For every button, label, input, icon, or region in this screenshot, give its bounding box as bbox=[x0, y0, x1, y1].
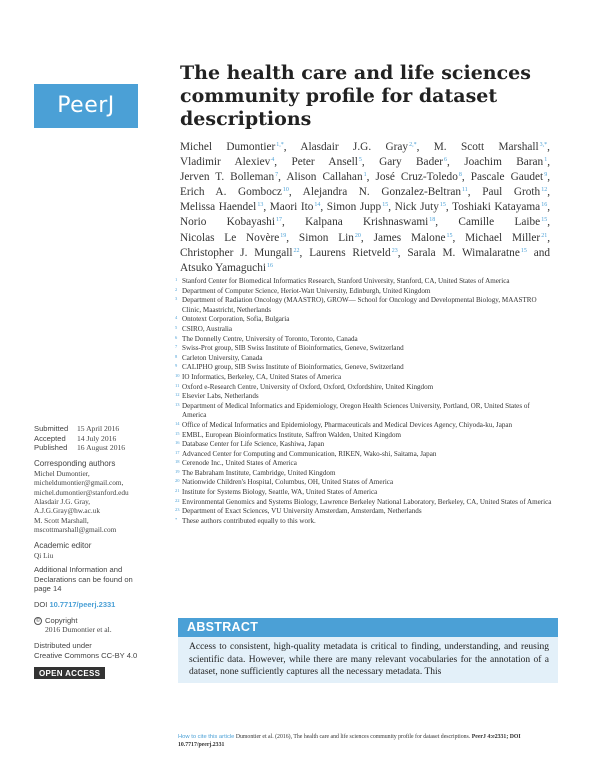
author-name: Norio Kobayashi bbox=[180, 216, 275, 229]
author-affiliation-marker: 21 bbox=[541, 232, 548, 239]
citation-text: Dumontier et al. (2016), The health care and life sciences community profile for dataset descriptions. bbox=[234, 734, 472, 740]
affiliation-number: 7 bbox=[175, 344, 178, 350]
affiliation-number: 15 bbox=[175, 430, 180, 436]
affiliation bbox=[175, 488, 553, 498]
author: Sarala M. Wimalaratne$^{15}$ and bbox=[407, 246, 551, 259]
affiliation bbox=[175, 431, 553, 441]
author-name: Peter Ansell bbox=[291, 156, 358, 169]
affiliation-text: Department of Radiation Oncology (MAASTRO), GROW— School for Oncology and Developmental Biology, MAASTRO Clinic, Maastricht, Netherlands bbox=[182, 296, 537, 314]
author: Christopher J. Mungall$^{22}$, bbox=[180, 246, 303, 259]
affiliation bbox=[175, 478, 553, 488]
author: Jerven T. Bolleman$^7$, bbox=[180, 171, 281, 184]
open-access-badge: OPEN ACCESS bbox=[34, 667, 105, 679]
affiliation bbox=[175, 315, 553, 325]
doi-label: DOI bbox=[34, 599, 48, 609]
affiliation bbox=[175, 421, 553, 431]
affiliation-number: 5 bbox=[175, 324, 178, 330]
affiliation-text: Office of Medical Informatics and Epidemiology, Pharmaceuticals and Medical Devices Agency, Chiyoda-ku, Japan bbox=[182, 420, 513, 429]
author-affiliation-marker: 15 bbox=[541, 217, 548, 224]
affiliation bbox=[175, 354, 553, 364]
corresponding-line: M. Scott Marshall, bbox=[34, 515, 89, 525]
license: Distributed under Creative Commons CC-BY 4.0 bbox=[34, 641, 166, 660]
affiliation-text: Institute for Systems Biology, Seattle, WA, United States of America bbox=[182, 488, 378, 497]
author: Peter Ansell$^5$, bbox=[291, 156, 365, 169]
author-name: Jerven T. Bolleman bbox=[180, 171, 275, 184]
affiliation-number: 3 bbox=[175, 296, 178, 302]
author: Laurens Rietveld$^{23}$, bbox=[309, 246, 401, 259]
author-name: Nick Juty bbox=[394, 201, 439, 214]
affiliation-number: 11 bbox=[175, 382, 180, 388]
author-name: Toshiaki Katayama bbox=[452, 201, 541, 214]
author-affiliation-marker: 17 bbox=[275, 217, 282, 224]
affiliation-number: 9 bbox=[175, 363, 178, 369]
author-affiliation-marker: 3,* bbox=[539, 142, 548, 148]
affiliation bbox=[175, 325, 553, 335]
affiliation-text: EMBL, European Bioinformatics Institute, Saffron Walden, United Kingdom bbox=[182, 430, 402, 439]
citation bbox=[178, 733, 558, 749]
author-affiliation-marker: 4 bbox=[271, 157, 275, 164]
author-name: Atsuko Yamaguchi bbox=[180, 261, 266, 274]
author: Michel Dumontier$^{1,*}$, bbox=[180, 141, 287, 153]
affiliation-number: 13 bbox=[175, 401, 180, 407]
author-affiliation-marker: 22 bbox=[293, 247, 300, 254]
author-name: Camille Laibe bbox=[458, 216, 541, 229]
additional-information: Additional Information and Declarations can be found on page 14 bbox=[34, 565, 133, 594]
author-name: Laurens Rietveld bbox=[309, 246, 391, 259]
author-affiliation-marker: 15 bbox=[520, 247, 527, 254]
affiliation bbox=[175, 498, 553, 508]
author: José Cruz-Toledo$^8$, bbox=[375, 171, 465, 184]
author: Maori Ito$^{14}$, bbox=[269, 201, 324, 214]
affiliation bbox=[175, 507, 553, 517]
affiliation-text: Department of Medical Informatics and Epidemiology, Oregon Health Sciences University, Portland, OR, United States of America bbox=[182, 401, 530, 420]
author-name: Simon Lin bbox=[298, 231, 354, 244]
author-name: Simon Jupp bbox=[326, 201, 382, 214]
article-sidebar bbox=[34, 424, 166, 681]
author: Simon Jupp$^{15}$, bbox=[326, 201, 392, 214]
affiliation-number: 2 bbox=[175, 286, 178, 292]
author-affiliation-marker: 14 bbox=[314, 202, 321, 209]
affiliation-text: Elsevier Labs, Netherlands bbox=[182, 392, 259, 401]
author-affiliation-marker: 1,* bbox=[276, 142, 284, 148]
affiliation-text: Advanced Center for Computing and Communication, RIKEN, Wako-shi, Saitama, Japan bbox=[182, 449, 437, 458]
affiliation bbox=[175, 373, 553, 383]
affiliation bbox=[175, 335, 553, 345]
affiliation-text: Cerenode Inc., United States of America bbox=[182, 459, 297, 468]
author-affiliation-marker: 2,* bbox=[409, 142, 417, 148]
affiliation-number: 19 bbox=[175, 468, 180, 474]
author: Nick Juty$^{15}$, bbox=[394, 201, 449, 214]
author-affiliation-marker: 20 bbox=[354, 232, 361, 239]
author: Alejandra N. Gonzalez-Beltran$^{11}$, bbox=[302, 186, 471, 199]
author: James Malone$^{15}$, bbox=[373, 231, 456, 244]
author: Michael Miller$^{21}$, bbox=[465, 231, 551, 244]
affiliation-number: 8 bbox=[175, 353, 178, 359]
author-name: Erich A. Gombocz bbox=[180, 186, 282, 199]
affiliation bbox=[175, 277, 553, 287]
affiliation-text: Stanford Center for Biomedical Informatics Research, Stanford University, Stanford, CA, United States of America bbox=[182, 277, 510, 285]
affiliation bbox=[175, 287, 553, 297]
author-affiliation-marker: 15 bbox=[439, 202, 446, 209]
author: Alasdair J.G. Gray$^{2,*}$, bbox=[300, 141, 420, 153]
submitted-date: Submitted 15 April 2016 bbox=[34, 424, 120, 433]
affiliation-number: 4 bbox=[175, 315, 178, 321]
author-name: Melissa Haendel bbox=[180, 201, 257, 214]
author-affiliation-marker: 1 bbox=[363, 172, 367, 179]
doi bbox=[34, 600, 166, 610]
author: Norio Kobayashi$^{17}$, bbox=[180, 216, 285, 229]
author-list bbox=[180, 140, 550, 276]
citation-doi: DOI 10.7717/peerj.2331 bbox=[178, 734, 521, 748]
affiliation-text: Oxford e-Research Centre, University of Oxford, Oxford, Oxfordshire, United Kingdom bbox=[182, 382, 434, 391]
peerj-logo: PeerJ bbox=[34, 84, 138, 128]
affiliation-number: * bbox=[175, 516, 178, 522]
author-affiliation-marker: 13 bbox=[257, 202, 264, 209]
author: Camille Laibe$^{15}$, bbox=[458, 216, 551, 229]
author-name: M. Scott Marshall bbox=[433, 141, 539, 153]
author-affiliation-marker: 15 bbox=[446, 232, 453, 239]
affiliation-text: Nationwide Children's Hospital, Columbus, OH, United States of America bbox=[182, 478, 394, 487]
author-name: Pascale Gaudet bbox=[470, 171, 544, 184]
affiliation bbox=[175, 383, 553, 393]
affiliation-text: CSIRO, Australia bbox=[182, 324, 233, 333]
author-affiliation-marker: 8 bbox=[458, 172, 462, 179]
author: Nicolas Le Novère$^{19}$, bbox=[180, 231, 290, 244]
author-name: Gary Bader bbox=[379, 156, 444, 169]
author: Simon Lin$^{20}$, bbox=[298, 231, 364, 244]
author-affiliation-marker: 12 bbox=[541, 187, 548, 194]
author bbox=[180, 262, 273, 274]
copyright-icon: © bbox=[34, 617, 42, 625]
affiliation-text: Department of Computer Science, Heriot-Watt University, Edinburgh, United Kingdom bbox=[182, 286, 431, 295]
author-name: Christopher J. Mungall bbox=[180, 246, 293, 259]
affiliation-text: Ontotext Corporation, Sofia, Bulgaria bbox=[182, 315, 290, 324]
affiliation-number: 6 bbox=[175, 334, 178, 340]
publication-dates bbox=[34, 424, 166, 453]
corresponding-line: Alasdair J.G. Gray, bbox=[34, 497, 91, 506]
author: M. Scott Marshall$^{3,*}$, bbox=[433, 141, 550, 153]
affiliation bbox=[175, 344, 553, 354]
author: Alison Callahan$^1$, bbox=[286, 171, 370, 184]
citation-label: How to cite this article bbox=[178, 734, 235, 740]
abstract-heading: ABSTRACT bbox=[178, 618, 558, 637]
affiliation-number: 22 bbox=[175, 497, 180, 503]
affiliation bbox=[175, 392, 553, 402]
affiliation-text: The Babraham Institute, Cambridge, United Kingdom bbox=[182, 468, 336, 477]
author-name: José Cruz-Toledo bbox=[375, 171, 458, 184]
affiliation bbox=[175, 402, 553, 421]
author-affiliation-marker: 18 bbox=[429, 217, 436, 224]
author-affiliation-marker: 6 bbox=[444, 157, 448, 164]
author-name: Sarala M. Wimalaratne bbox=[407, 246, 520, 259]
author-affiliation-marker: 16 bbox=[541, 202, 548, 209]
citation-journal: PeerJ 4:e2331; bbox=[471, 734, 509, 740]
author-affiliation-marker: 5 bbox=[358, 157, 362, 164]
author-name: Nicolas Le Novère bbox=[180, 231, 280, 244]
affiliation-number: 14 bbox=[175, 420, 180, 426]
author: Melissa Haendel$^{13}$, bbox=[180, 201, 267, 214]
corresponding-email[interactable]: michel.dumontier@stanford.edu bbox=[34, 487, 129, 497]
author-name: Paul Groth bbox=[482, 186, 541, 199]
affiliation-text: These authors contributed equally to this work. bbox=[182, 516, 316, 525]
author-affiliation-marker: 1 bbox=[544, 157, 548, 164]
affiliation bbox=[175, 363, 553, 373]
author: Vladimir Alexiev$^4$, bbox=[180, 156, 278, 169]
published-date: Published 16 August 2016 bbox=[34, 443, 126, 453]
author-affiliation-marker: 10 bbox=[282, 187, 289, 194]
accepted-date: Accepted 14 July 2016 bbox=[34, 433, 117, 443]
affiliation-text: Environmental Genomics and Systems Biology, Lawrence Berkeley National Laboratory, Berkeley, CA, United States of America bbox=[182, 497, 552, 506]
abstract-text: Access to consistent, high-quality metadata is critical to finding, understanding, and reusing scientific data. However, while there are many relevant vocabularies for the annotation of a dataset, none sufficiently captures all the necessary metadata. This bbox=[189, 642, 549, 678]
academic-editor-heading: Academic editor bbox=[34, 540, 92, 550]
doi-link[interactable]: 10.7717/peerj.2331 bbox=[49, 599, 116, 609]
affiliation bbox=[175, 296, 553, 315]
author-affiliation-marker: 19 bbox=[280, 232, 287, 239]
affiliation-text: The Donnelly Centre, University of Toronto, Toronto, Canada bbox=[182, 334, 358, 343]
affiliation-list bbox=[175, 277, 553, 526]
affiliation-text: CALIPHO group, SIB Swiss Institute of Bioinformatics, Geneve, Switzerland bbox=[182, 363, 404, 372]
affiliation bbox=[175, 517, 553, 527]
affiliation-number: 23 bbox=[175, 507, 180, 513]
author: Pascale Gaudet$^9$, bbox=[470, 171, 551, 184]
author-name: Alejandra N. Gonzalez-Beltran bbox=[302, 186, 461, 199]
affiliation-number: 18 bbox=[175, 459, 180, 465]
affiliation-text: Carleton University, Canada bbox=[182, 353, 263, 362]
affiliation-number: 12 bbox=[175, 392, 180, 398]
author-name: Kalpana Krishnaswami bbox=[305, 216, 429, 229]
author-affiliation-marker: 15 bbox=[382, 202, 389, 209]
affiliation-text: Swiss-Prot group, SIB Swiss Institute of Bioinformatics, Geneve, Switzerland bbox=[182, 344, 404, 353]
author-affiliation-marker: 11 bbox=[462, 187, 468, 194]
affiliation-text: IO Informatics, Berkeley, CA, United States of America bbox=[182, 372, 342, 381]
author-affiliation-marker: 16 bbox=[266, 262, 273, 269]
corresponding-line: Michel Dumontier, bbox=[34, 468, 90, 478]
affiliation-number: 10 bbox=[175, 372, 180, 378]
author: Joachim Baran$^1$, bbox=[464, 156, 551, 169]
affiliation-number: 21 bbox=[175, 488, 180, 494]
author-affiliation-marker: 7 bbox=[275, 172, 279, 179]
affiliation-number: 1 bbox=[175, 277, 178, 282]
affiliation bbox=[175, 469, 553, 479]
author: Toshiaki Katayama$^{16}$, bbox=[452, 201, 551, 214]
author-affiliation-marker: 9 bbox=[544, 172, 548, 179]
author-name: Alison Callahan bbox=[286, 171, 363, 184]
affiliation-number: 20 bbox=[175, 478, 180, 484]
corresponding-authors bbox=[34, 469, 166, 535]
author: Kalpana Krishnaswami$^{18}$, bbox=[305, 216, 439, 229]
corresponding-authors-heading: Corresponding authors bbox=[34, 458, 116, 468]
affiliation bbox=[175, 450, 553, 460]
author: Erich A. Gombocz$^{10}$, bbox=[180, 186, 292, 199]
affiliation-number: 17 bbox=[175, 449, 180, 455]
author-name: Michael Miller bbox=[465, 231, 541, 244]
affiliation bbox=[175, 459, 553, 469]
article-title: The health care and life sciences community profile for dataset descriptions bbox=[180, 62, 531, 130]
affiliation-text: Database Center for Life Science, Kashiwa, Japan bbox=[182, 440, 325, 449]
author-name: Alasdair J.G. Gray bbox=[300, 141, 409, 153]
author-name: Maori Ito bbox=[269, 201, 314, 214]
affiliation bbox=[175, 440, 553, 450]
author-name: James Malone bbox=[373, 231, 446, 244]
author: Paul Groth$^{12}$, bbox=[482, 186, 551, 199]
author-name: Joachim Baran bbox=[464, 156, 544, 169]
author-name: Michel Dumontier bbox=[180, 141, 276, 153]
author: Gary Bader$^6$, bbox=[379, 156, 450, 169]
copyright: © Copyright 2016 Dumontier et al. bbox=[34, 616, 166, 635]
corresponding-email[interactable]: A.J.G.Gray@hw.ac.uk bbox=[34, 506, 101, 516]
author-name: Vladimir Alexiev bbox=[180, 156, 271, 169]
affiliation-number: 16 bbox=[175, 440, 180, 446]
license-link[interactable]: Creative Commons CC-BY 4.0 bbox=[34, 650, 138, 660]
corresponding-email[interactable]: mscottmarshall@gmail.com bbox=[34, 525, 117, 535]
corresponding-email[interactable]: micheldumontier@gmail.com, bbox=[34, 478, 124, 488]
author-affiliation-marker: 23 bbox=[391, 247, 398, 254]
affiliation-text: Department of Exact Sciences, VU University Amsterdam, Amsterdam, Netherlands bbox=[182, 507, 422, 516]
academic-editor-name: Qi Liu bbox=[34, 550, 54, 560]
